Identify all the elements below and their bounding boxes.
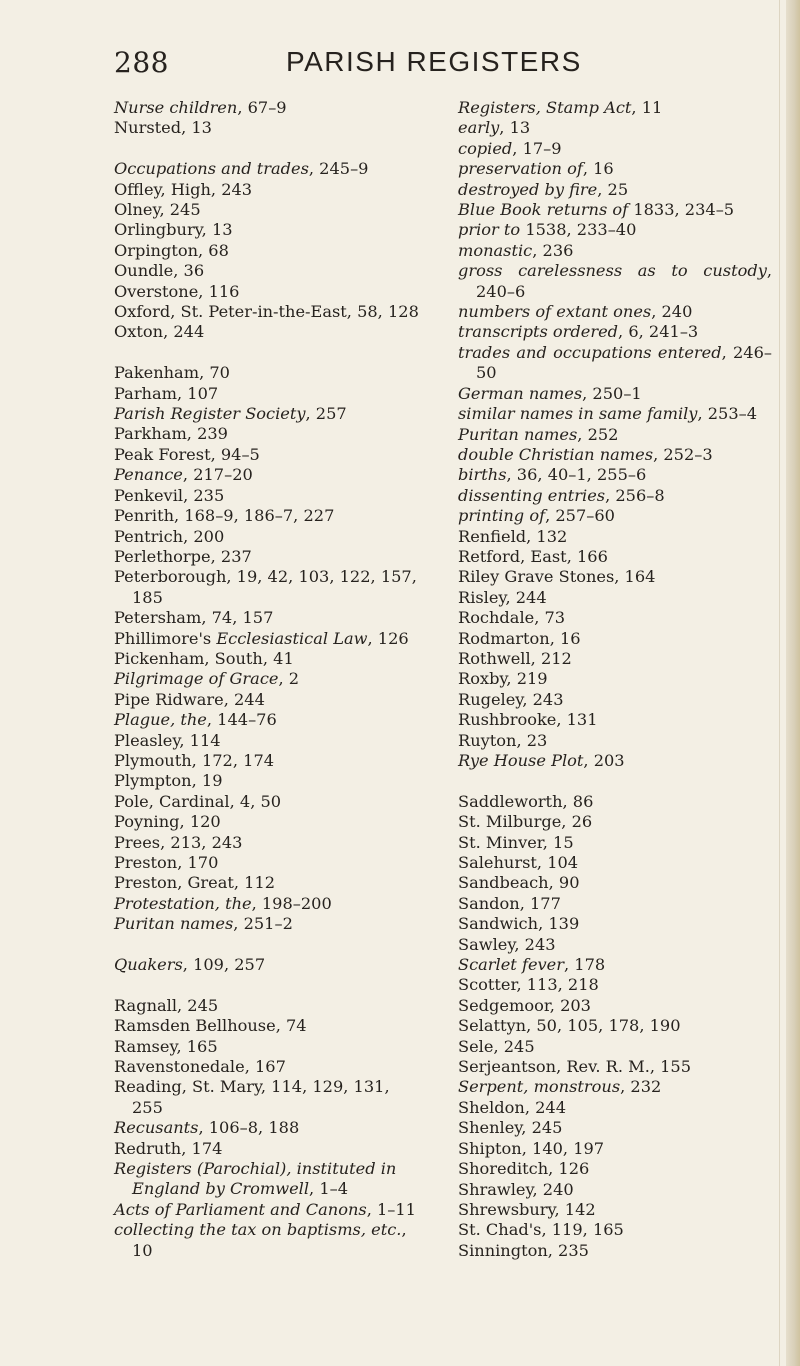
index-entry: Ravenstonedale, 167: [114, 1057, 286, 1077]
index-entry: Rye House Plot, 203: [458, 751, 625, 770]
index-entry: Shrawley, 240: [458, 1179, 574, 1199]
index-entry: Renfield, 132: [458, 526, 568, 546]
index-entry: Pakenham, 70: [114, 363, 230, 383]
index-entry: Peterborough, 19, 42, 103, 122, 157, 185: [114, 567, 417, 607]
index-entry: Preston, Great, 112: [114, 873, 276, 893]
index-subentry: prior to 1538, 233–40: [458, 220, 637, 240]
index-entry: Pole, Cardinal, 4, 50: [114, 791, 282, 811]
index-subentry: transcripts ordered, 6, 241–3: [458, 322, 699, 342]
index-column-left: [114, 98, 424, 1261]
index-subentry: German names, 250–1: [458, 383, 642, 403]
index-entry: Overstone, 116: [114, 281, 240, 301]
index-subentry: monastic, 236: [458, 240, 574, 260]
index-entry: Rochdale, 73: [458, 608, 566, 628]
index-entry: Quakers, 109, 257: [114, 955, 266, 975]
section-gap: [458, 771, 772, 791]
index-entry: Orpington, 68: [114, 240, 229, 260]
index-subentry: copied, 17–9: [458, 138, 562, 158]
index-entry: Sedgemoor, 203: [458, 995, 591, 1015]
index-entry: Petersham, 74, 157: [114, 608, 274, 628]
index-column-right: [458, 98, 772, 1261]
index-entry: Offley, High, 243: [114, 179, 253, 199]
index-subentry: Acts of Parliament and Canons, 1–11: [114, 1199, 416, 1219]
index-entry: Pleasley, 114: [114, 730, 221, 750]
index-subentry: Puritan names, 252: [458, 424, 619, 444]
index-entry: Registers (Parochial), instituted in England by Cromwell, 1–4: [114, 1159, 397, 1199]
index-entry: Plympton, 19: [114, 771, 223, 791]
index-entry: Parish Register Society, 257: [114, 404, 347, 424]
index-entry: Phillimore's Ecclesiastical Law, 126: [114, 628, 409, 648]
index-entry: Sheldon, 244: [458, 1097, 567, 1117]
index-entry: Shrewsbury, 142: [458, 1199, 596, 1219]
index-entry: Rugeley, 243: [458, 689, 564, 709]
index-entry: Orlingbury, 13: [114, 220, 233, 240]
index-entry: Occupations and trades, 245–9: [114, 159, 369, 179]
index-entry: Poyning, 120: [114, 812, 221, 832]
index-entry: Pipe Ridware, 244: [114, 689, 265, 709]
index-subentry: St. Chad's, 119, 165: [458, 1220, 624, 1240]
index-subentry: printing of, 257–60: [458, 506, 615, 526]
index-entry: Sandon, 177: [458, 893, 561, 913]
index-entry: Plymouth, 172, 174: [114, 750, 275, 770]
index-subentry: destroyed by fire, 25: [458, 179, 629, 199]
index-entry: Puritan names, 251–2: [114, 914, 293, 934]
index-subentry: dissenting entries, 256–8: [458, 485, 665, 505]
index-entry: Sawley, 243: [458, 934, 556, 954]
index-entry: Oxford, St. Peter-in-the-East, 58, 128: [114, 302, 419, 322]
index-entry: Parham, 107: [114, 383, 219, 403]
index-entry: Penrith, 168–9, 186–7, 227: [114, 506, 335, 526]
index-entry: St. Minver, 15: [458, 832, 574, 852]
index-entry: Roxby, 219: [458, 669, 548, 689]
page-header: [0, 46, 800, 86]
index-subentry: gross carelessness as to custody, 240–6: [458, 261, 772, 301]
index-entry: Ramsey, 165: [114, 1036, 218, 1056]
page-edge-shadow: [786, 0, 800, 1366]
section-gap: [114, 975, 424, 995]
index-entry: Selattyn, 50, 105, 178, 190: [458, 1016, 681, 1036]
index-entry: Parkham, 239: [114, 424, 228, 444]
index-entry: Penance, 217–20: [114, 465, 253, 485]
section-gap: [114, 935, 424, 955]
index-entry: Retford, East, 166: [458, 546, 608, 566]
index-entry: Reading, St. Mary, 114, 129, 131, 255: [114, 1077, 390, 1117]
index-entry: Salehurst, 104: [458, 853, 579, 873]
index-entry: Preston, 170: [114, 853, 219, 872]
index-entry: Peak Forest, 94–5: [114, 444, 260, 464]
index-entry: Prees, 213, 243: [114, 832, 243, 852]
index-entry: Scotter, 113, 218: [458, 975, 599, 995]
index-entry: Serpent, monstrous, 232: [458, 1077, 662, 1097]
index-entry: Recusants, 106–8, 188: [114, 1118, 300, 1138]
index-entry: Plague, the, 144–76: [114, 710, 277, 730]
index-entry: Sandwich, 139: [458, 914, 580, 934]
index-entry: Penkevil, 235: [114, 485, 225, 505]
index-entry: Perlethorpe, 237: [114, 546, 252, 566]
index-entry: Redruth, 174: [114, 1138, 223, 1158]
index-entry: Pilgrimage of Grace, 2: [114, 669, 300, 689]
section-gap: [114, 343, 424, 363]
index-entry: Shipton, 140, 197: [458, 1138, 605, 1158]
index-entry: St. Milburge, 26: [458, 812, 593, 832]
index-entry: Rothwell, 212: [458, 648, 572, 668]
index-subentry: preservation of, 16: [458, 159, 614, 179]
index-subentry: trades and occupations entered, 246–50: [458, 342, 772, 383]
index-subentry: numbers of extant ones, 240: [458, 302, 693, 322]
page-fold-line: [779, 0, 780, 1366]
index-subentry: collecting the tax on baptisms, etc., 10: [114, 1220, 407, 1260]
index-entry: Registers, Stamp Act, 11: [458, 98, 663, 117]
index-subentry: double Christian names, 252–3: [458, 444, 713, 464]
index-entry: Ruyton, 23: [458, 730, 548, 750]
index-entry: Nursted, 13: [114, 118, 212, 138]
index-entry: Olney, 245: [114, 200, 201, 220]
index-subentry: births, 36, 40–1, 255–6: [458, 465, 647, 485]
index-entry: Riley Grave Stones, 164: [458, 567, 656, 587]
page-number: 288: [114, 46, 169, 79]
index-entry: Pentrich, 200: [114, 526, 225, 546]
index-entry: Ramsden Bellhouse, 74: [114, 1016, 307, 1036]
index-entry: Saddleworth, 86: [458, 791, 594, 811]
index-entry: Protestation, the, 198–200: [114, 893, 332, 913]
index-entry: Sandbeach, 90: [458, 873, 580, 893]
index-entry: Shoreditch, 126: [458, 1159, 590, 1179]
index-entry: Sele, 245: [458, 1036, 535, 1056]
index-entry: Rushbrooke, 131: [458, 710, 598, 730]
index-entry: Sinnington, 235: [458, 1240, 589, 1260]
index-subentry: similar names in same family, 253–4: [458, 404, 758, 424]
index-subentry: Blue Book returns of 1833, 234–5: [458, 200, 735, 220]
index-entry: Oxton, 244: [114, 322, 205, 342]
index-entry: Oundle, 36: [114, 261, 205, 281]
index-entry: Serjeantson, Rev. R. M., 155: [458, 1057, 692, 1077]
section-gap: [114, 139, 424, 159]
index-entry: Shenley, 245: [458, 1118, 563, 1138]
index-entry: Rodmarton, 16: [458, 628, 581, 648]
index-entry: Pickenham, South, 41: [114, 648, 294, 668]
index-subentry: early, 13: [458, 118, 531, 138]
index-entry: Ragnall, 245: [114, 995, 219, 1015]
running-head: PARISH REGISTERS: [286, 46, 582, 77]
index-entry: Nurse children, 67–9: [114, 98, 287, 117]
index-entry: Risley, 244: [458, 587, 547, 607]
index-entry: Scarlet fever, 178: [458, 955, 606, 975]
